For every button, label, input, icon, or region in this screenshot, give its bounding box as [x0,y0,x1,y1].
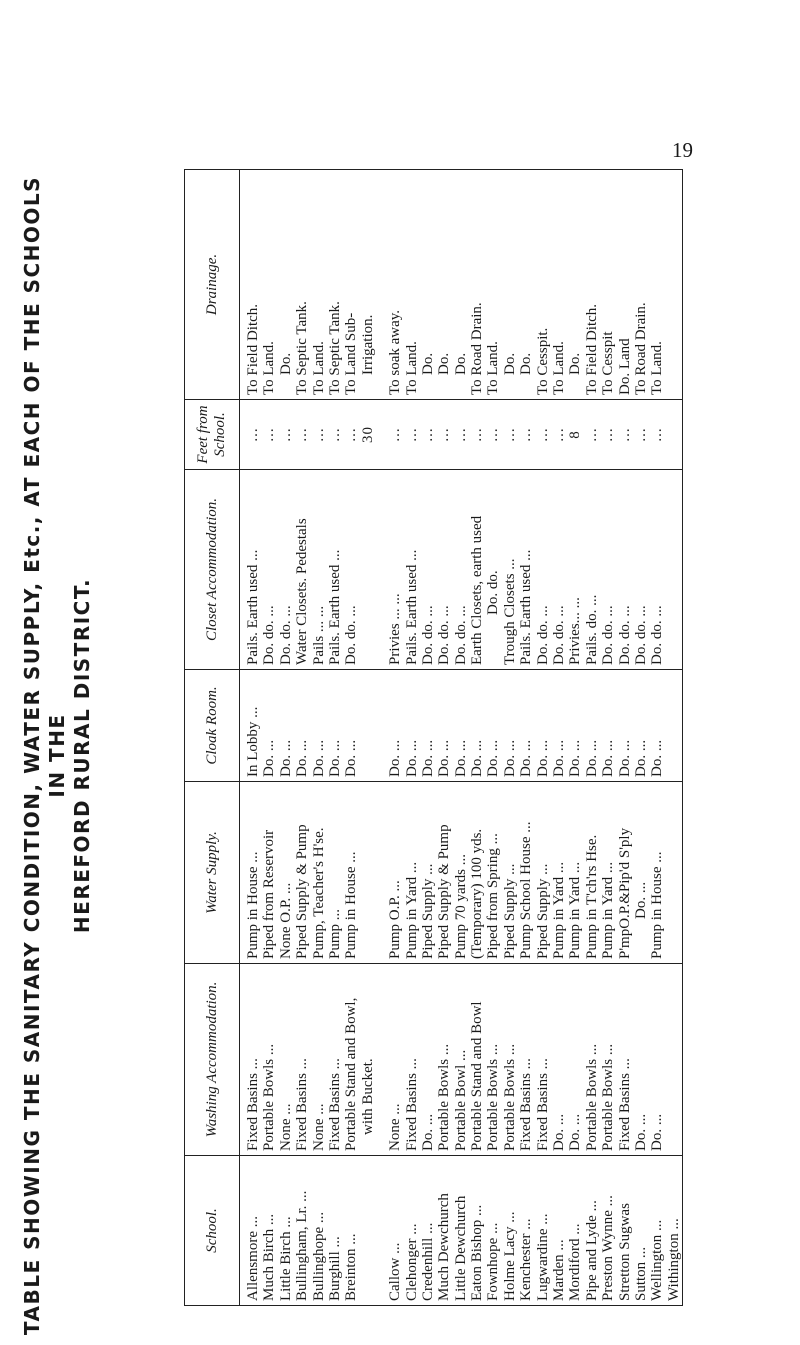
cell-cloak: Do. ... [600,739,617,777]
cell-closet: Pails. Earth used ... [518,549,535,665]
cell-drainage: To Road Drain. [632,302,649,395]
cell-school: Eaton Bishop ... [469,1204,486,1301]
cell-feet: ... [501,427,518,442]
cell-closet [360,474,376,665]
cell-cloak: Do. ... [436,739,453,777]
cell-school: Preston Wynne ... [600,1195,617,1301]
cell-drainage: Do. [452,352,469,375]
cell-school: Sutton ... [632,1246,649,1301]
cell-water: Piped Supply ... [534,863,551,959]
cell-feet: ... [649,427,666,442]
cell-water [360,786,376,959]
cell-cloak: Do. ... [567,739,584,777]
cell-school: Holme Lacy ... [501,1211,518,1301]
header-row [185,170,240,1306]
cell-drainage: To Road Drain. [469,302,486,395]
cell-feet: ... [245,427,261,442]
cell-cloak: Do. ... [583,739,600,777]
cell-water: Pump in House ... [343,851,360,959]
cell-washing: Fixed Basins ... [518,1058,535,1151]
cell-feet: 30 [359,426,376,443]
cell-closet: Pails. Earth used ... [403,549,420,665]
header-cloak: Cloak Room. [185,670,240,782]
cell-washing: Do. ... [632,1113,649,1151]
cell-drainage: Do. [518,352,535,375]
cell-water: Piped Supply & Pump [436,824,453,959]
cell-feet: ... [419,427,436,442]
caption-line-1: TABLE SHOWING THE SANITARY CONDITION, WATER SUPPLY, Etc., AT EACH OF THE SCHOOLS IN THE [20,175,69,1336]
cell-cloak: Do. ... [485,739,502,777]
cell-washing: Fixed Basins ... [403,1058,420,1151]
cell-feet: ... [518,427,535,442]
cell-closet: Pails ... ... [310,605,327,665]
cell-closet: Do. do. [485,570,502,615]
cell-feet: ... [616,427,633,442]
cell-closet: Do. do. ... [649,605,666,665]
cell-washing: Portable Bowl ... [452,1049,469,1151]
cell-water: (Temporary) 100 yds. [469,828,486,959]
cell-drainage: To Land Sub- [343,312,360,395]
cell-water: P'mpO.P.&Pip'd S'ply [616,827,633,959]
header-washing: Washing Accommodation. [185,964,240,1156]
cell-drainage: To Field Ditch. [583,303,600,395]
cell-cloak: Do. ... [387,739,404,777]
cell-feet: ... [485,427,502,442]
cell-drainage: Do. Land [616,338,633,395]
cell-water: Pump 70 yards ... [452,854,469,959]
cell-feet: ... [583,427,600,442]
cell-cloak: Do. ... [261,739,278,777]
cell-feet: ... [387,427,404,442]
cell-school: Callow ... [387,1242,404,1301]
cell-water: Pump in Yard ... [403,861,420,959]
cell-cloak [360,674,376,777]
cell-drainage: To Land. [261,341,278,395]
header-school: School. [185,1156,240,1306]
column-washing [240,964,683,1156]
cell-closet: Pails. Earth used ... [245,549,261,665]
cell-feet: ... [310,427,327,442]
cell-cloak: Do. ... [632,739,649,777]
cell-closet: Do. do. ... [277,605,294,665]
cell-water: Pump, Teacher's H'se. [310,827,327,959]
table-caption [20,168,95,1343]
cell-feet: ... [551,427,568,442]
cell-drainage: To Land. [310,341,327,395]
cell-drainage: To Land. [485,341,502,395]
cell-washing: Portable Bowls ... [485,1043,502,1151]
cell-closet: Privies... ... [567,597,584,665]
cell-drainage: To Field Ditch. [245,303,261,395]
cell-drainage: To Septic Tank. [326,301,343,395]
cell-washing: Fixed Basins ... [326,1058,343,1151]
column-feet [240,400,683,470]
cell-closet: Water Closets. Pedestals [294,518,311,665]
cell-school: Clehonger ... [403,1223,420,1301]
cell-school: Much Birch ... [261,1213,278,1301]
cell-cloak: Do. ... [403,739,420,777]
cell-school: Bullinghope ... [310,1211,327,1301]
cell-water: Pump O.P. ... [387,880,404,959]
cell-feet: ... [632,427,649,442]
cell-water: Pump ... [326,908,343,959]
cell-washing: Do. ... [419,1113,436,1151]
cell-school: Stretton Sugwas [616,1203,633,1301]
cell-water: Pump in Yard ... [567,861,584,959]
cell-water: Do. ... [632,881,649,919]
cell-school: Fownhope ... [485,1222,502,1301]
cell-water: Pump in House ... [245,851,261,959]
cell-washing: Do. ... [567,1113,584,1151]
header-drainage: Drainage. [185,170,240,400]
header-closet: Closet Accommodation. [185,470,240,670]
cell-closet: Earth Closets, earth used [469,515,486,665]
cell-washing: Do. ... [649,1113,666,1151]
cell-cloak: Do. ... [501,739,518,777]
cell-school: Pipe and Lyde ... [583,1200,600,1301]
cell-closet: Do. do. ... [616,605,633,665]
cell-closet: Do. do. ... [534,605,551,665]
cell-cloak: Do. ... [294,739,311,777]
cell-washing: Portable Stand and Bowl [469,1001,486,1151]
cell-washing: Fixed Basins ... [245,1058,261,1151]
cell-washing: Fixed Basins ... [616,1058,633,1151]
cell-closet: Do. do. ... [419,605,436,665]
cell-washing: Portable Bowls ... [501,1043,518,1151]
cell-feet: ... [600,427,617,442]
cell-school [360,1160,376,1301]
cell-washing: Portable Bowls ... [261,1043,278,1151]
cell-water: Piped Supply ... [419,863,436,959]
cell-feet: ... [277,427,294,442]
cell-drainage: Do. [567,352,584,375]
cell-school: Much Dewchurch [436,1193,453,1301]
cell-feet: 8 [567,430,584,439]
cell-closet: Do. do. ... [600,605,617,665]
cell-water: Pump in House ... [649,851,666,959]
cell-school: Mordiford ... [567,1223,584,1301]
cell-water: Pump in Yard ... [600,861,617,959]
cell-closet: Pails. do. ... [583,594,600,665]
cell-closet: Do. do. ... [436,605,453,665]
cell-closet: Do. do. ... [343,605,360,665]
cell-water: Piped from Reservoir [261,829,278,959]
cell-school: Credenhill ... [419,1222,436,1301]
cell-washing: None ... [310,1103,327,1151]
cell-water: Piped Supply & Pump [294,824,311,959]
cell-water: Pump School House ... [518,821,535,959]
cell-cloak: Do. ... [419,739,436,777]
cell-school: Wellington ... [649,1219,666,1301]
cell-feet: ... [343,427,360,442]
cell-feet [666,404,682,465]
cell-cloak: Do. ... [469,739,486,777]
cell-washing: None ... [277,1103,294,1151]
cell-washing: Portable Bowls ... [583,1043,600,1151]
cell-water: Pump in Yard ... [551,861,568,959]
cell-washing: Fixed Basins ... [534,1058,551,1151]
cell-drainage: To Land. [551,341,568,395]
cell-drainage: To Land. [649,341,666,395]
sanitary-table [184,170,682,1306]
cell-feet: ... [403,427,420,442]
cell-cloak: Do. ... [277,739,294,777]
column-water [240,782,683,964]
cell-closet: Do. do. ... [452,605,469,665]
cell-drainage: To Cesspit [600,331,617,395]
cell-school: Lugwardine ... [534,1213,551,1301]
cell-washing: Portable Bowls ... [436,1043,453,1151]
column-cloak [240,670,683,782]
cell-feet: ... [436,427,453,442]
cell-cloak: Do. ... [616,739,633,777]
cell-school: Bullingham, Lr. ... [294,1190,311,1301]
cell-drainage: Do. [277,352,294,375]
cell-feet: ... [261,427,278,442]
caption-line-2: HEREFORD RURAL DISTRICT. [70,577,94,934]
cell-closet: Privies ... ... [387,593,404,665]
cell-feet: ... [294,427,311,442]
cell-school: Little Dewchurch [452,1195,469,1301]
cell-cloak: Do. ... [518,739,535,777]
cell-closet: Do. do. ... [551,605,568,665]
cell-water: Pump in T'ch'rs Hse. [583,834,600,959]
cell-cloak: Do. ... [649,739,666,777]
column-drainage [240,170,683,400]
cell-washing: Do. ... [551,1113,568,1151]
column-closet [240,470,683,670]
cell-cloak: Do. ... [551,739,568,777]
cell-feet: ... [326,427,343,442]
cell-cloak: Do. ... [343,739,360,777]
cell-school: Kenchester ... [518,1218,535,1301]
cell-drainage: To soak away. [387,309,404,395]
cell-drainage: To Cesspit. [534,327,551,395]
cell-cloak: Do. ... [534,739,551,777]
cell-washing: Portable Stand and Bowl, [343,997,360,1151]
cell-washing: Portable Bowls ... [600,1043,617,1151]
cell-cloak: Do. ... [452,739,469,777]
cell-cloak: Do. ... [310,739,327,777]
cell-school: Breinton ... [343,1233,360,1301]
cell-feet: ... [469,427,486,442]
cell-cloak: In Lobby ... [245,706,261,777]
cell-closet: Do. do. ... [632,605,649,665]
cell-closet: Do. do. ... [261,605,278,665]
header-feet: Feet from School. [185,400,240,470]
cell-drainage: Do. [501,352,518,375]
cell-washing: Fixed Basins ... [294,1058,311,1151]
cell-drainage: Do. [419,352,436,375]
cell-washing: None ... [387,1103,404,1151]
cell-school: Burghill ... [326,1236,343,1301]
cell-closet: Pails. Earth used ... [326,549,343,665]
cell-school: Little Birch ... [277,1216,294,1301]
cell-feet: ... [452,427,469,442]
cell-drainage: To Land. [403,341,420,395]
cell-drainage: Irrigation. [359,314,376,375]
cell-feet: ... [534,427,551,442]
cell-drainage: To Septic Tank. [294,301,311,395]
cell-closet: Trough Closets ... [501,558,518,665]
cell-school: Marden ... [551,1239,568,1301]
table-body [240,170,683,1306]
column-school [240,1156,683,1306]
cell-cloak: Do. ... [326,739,343,777]
cell-drainage: Do. [436,352,453,375]
cell-washing: with Bucket. [359,1058,376,1135]
cell-school: Allensmore ... [245,1216,261,1301]
header-water: Water Supply. [185,782,240,964]
cell-school: Withington ... [665,1218,682,1301]
cell-water: Piped Supply ... [501,863,518,959]
cell-water: Piped from Spring ... [485,833,502,959]
cell-water: None O.P. ... [277,882,294,959]
page-number: 19 [672,138,693,162]
